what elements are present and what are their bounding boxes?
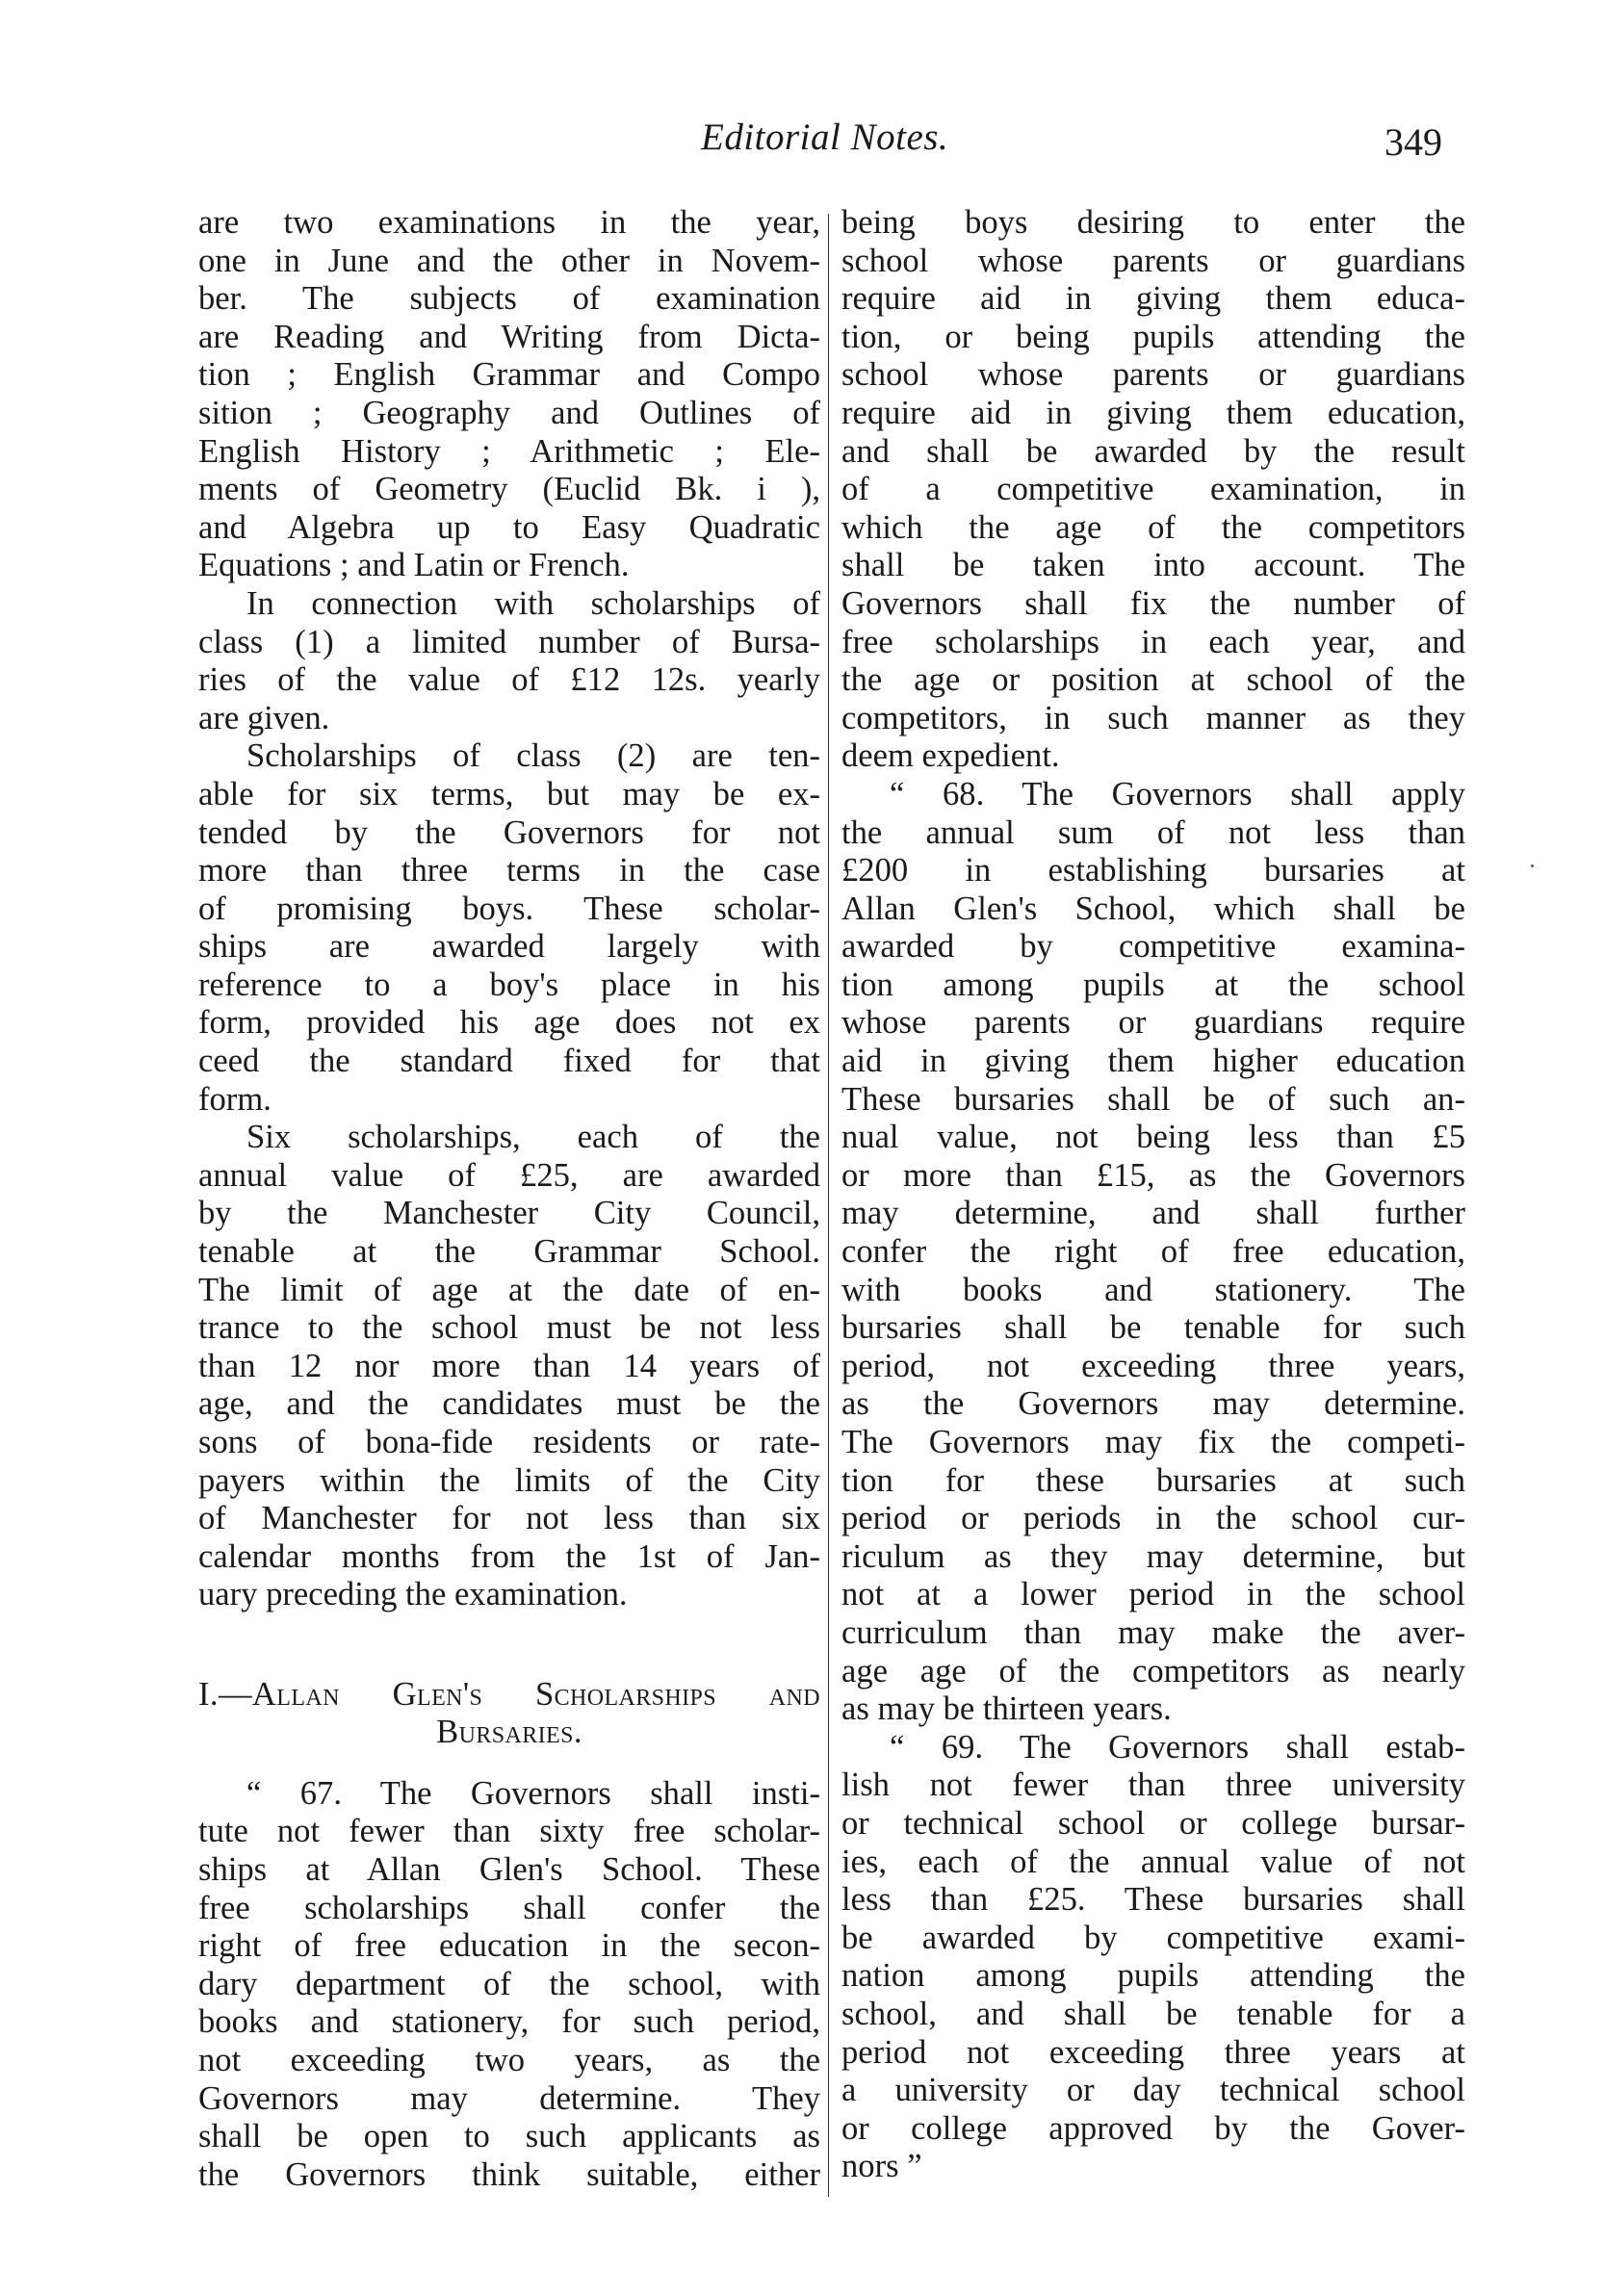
text-line: less than £25. These bursaries shall — [841, 1881, 1465, 1919]
text-line: “ 68. The Governors shall apply — [890, 775, 1465, 813]
text-line: one in June and the other in Novem- — [198, 242, 820, 279]
text-line: the annual sum of not less than — [841, 813, 1465, 851]
text-line: trance to the school must be not less — [198, 1309, 820, 1347]
text-line: free scholarships in each year, and — [841, 623, 1465, 660]
text-line: more than three terms in the case — [198, 852, 820, 890]
text-line: and shall be awarded by the result — [841, 432, 1465, 470]
text-line: form. — [198, 1080, 272, 1118]
text-line: shall be open to such applicants as — [198, 2118, 820, 2155]
text-line: tion ; English Grammar and Compo — [198, 356, 820, 394]
text-line: school, and shall be tenable for a — [841, 1995, 1465, 2032]
text-line: reference to a boy's place in his — [198, 966, 820, 1003]
text-line: sition ; Geography and Outlines of — [198, 394, 820, 431]
text-line: Scholarships of class (2) are ten- — [246, 737, 820, 775]
text-line: as may be thirteen years. — [841, 1690, 1172, 1728]
spacer — [198, 1752, 820, 1775]
text-line: annual value of £25, are awarded — [198, 1156, 820, 1194]
text-line: books and stationery, for such period, — [198, 2003, 820, 2041]
text-line: ships are awarded largely with — [198, 928, 820, 966]
text-line: of Manchester for not less than six — [198, 1500, 820, 1537]
text-line: nors ” — [841, 2148, 922, 2185]
spacer — [198, 1653, 820, 1676]
text-line: Governors shall fix the number of — [841, 584, 1465, 622]
text-line: tion, or being pupils attending the — [841, 318, 1465, 355]
text-line: ments of Geometry (Euclid Bk. i ), — [198, 471, 820, 508]
text-line: The limit of age at the date of en- — [198, 1271, 820, 1308]
stray-mark — [1531, 864, 1534, 867]
text-line: require aid in giving them education, — [841, 394, 1465, 431]
text-line: school whose parents or guardians — [841, 356, 1465, 394]
text-line: of a competitive examination, in — [841, 471, 1465, 508]
text-line: class (1) a limited number of Bursa- — [198, 623, 820, 660]
text-line: or technical school or college bursar- — [841, 1804, 1465, 1842]
spacer — [198, 1614, 820, 1653]
text-line: tenable at the Grammar School. — [198, 1233, 820, 1271]
text-line: require aid in giving them educa- — [841, 280, 1465, 318]
text-line: The Governors may fix the competi- — [841, 1424, 1465, 1460]
text-line: free scholarships shall confer the — [198, 1889, 820, 1926]
text-line: not exceeding two years, as the — [198, 2041, 820, 2078]
text-line: tion among pupils at the school — [841, 966, 1465, 1003]
text-line: dary department of the school, with — [198, 1965, 820, 2002]
text-line: tute not fewer than sixty free scholar- — [198, 1813, 820, 1850]
text-line: of promising boys. These scholar- — [198, 890, 820, 927]
text-line: lish not fewer than three university — [841, 1767, 1465, 1804]
text-line: a university or day technical school — [841, 2072, 1465, 2109]
text-line: period, not exceeding three years, — [841, 1347, 1465, 1384]
section-heading-continued: Bursaries. — [436, 1714, 582, 1751]
text-line: curriculum than may make the aver- — [841, 1613, 1465, 1651]
text-line: and Algebra up to Easy Quadratic — [198, 508, 820, 546]
text-line: tion for these bursaries at such — [841, 1461, 1465, 1499]
text-line: ries of the value of £12 12s. yearly — [198, 661, 820, 699]
text-line: nual value, not being less than £5 — [841, 1119, 1465, 1156]
text-line: age, and the candidates must be the — [198, 1385, 820, 1423]
right-column — [841, 204, 1465, 2186]
text-line: the age or position at school of the — [841, 661, 1465, 699]
text-line: These bursaries shall be of such an- — [841, 1080, 1465, 1118]
section-heading: I.—Allan Glen's Scholarships and — [198, 1675, 820, 1713]
text-line: aid in giving them higher education — [841, 1043, 1465, 1080]
text-line: shall be taken into account. The — [841, 547, 1465, 584]
text-line: ies, each of the annual value of not — [841, 1843, 1465, 1880]
text-line: ceed the standard fixed for that — [198, 1043, 820, 1080]
text-line: period or periods in the school cur- — [841, 1500, 1465, 1537]
text-line: school whose parents or guardians — [841, 242, 1465, 279]
text-line: English History ; Arithmetic ; Ele- — [198, 432, 820, 470]
text-line: calendar months from the 1st of Jan- — [198, 1537, 820, 1575]
text-line: are given. — [198, 699, 330, 736]
text-line: deem expedient. — [841, 737, 1060, 775]
column-rule — [828, 214, 829, 2197]
text-line: by the Manchester City Council, — [198, 1195, 820, 1232]
text-line: able for six terms, but may be ex- — [198, 775, 820, 813]
text-line: Equations ; and Latin or French. — [198, 547, 630, 584]
text-line: In connection with scholarships of — [246, 584, 820, 622]
text-line: “ 67. The Governors shall insti- — [246, 1774, 820, 1812]
text-line: as the Governors may determine. — [841, 1385, 1465, 1423]
text-line: “ 69. The Governors shall estab- — [890, 1728, 1465, 1766]
text-line: Allan Glen's School, which shall be — [841, 890, 1465, 927]
text-line: payers within the limits of the City — [198, 1461, 820, 1499]
text-line: are two examinations in the year, — [198, 204, 820, 241]
text-line: period not exceeding three years at — [841, 2033, 1465, 2071]
text-line: which the age of the competitors — [841, 508, 1465, 546]
text-line: whose parents or guardians require — [841, 1004, 1465, 1042]
text-line: riculum as they may determine, but — [841, 1537, 1465, 1575]
text-line: confer the right of free education, — [841, 1233, 1465, 1271]
text-line: £200 in establishing bursaries at — [841, 852, 1465, 890]
text-line: are Reading and Writing from Dicta- — [198, 318, 820, 355]
text-line: uary preceding the examination. — [198, 1576, 628, 1613]
text-line: ships at Allan Glen's School. These — [198, 1850, 820, 1888]
text-line: the Governors think suitable, either — [198, 2155, 820, 2193]
left-column — [198, 204, 820, 2194]
text-line: or college approved by the Gover- — [841, 2109, 1465, 2147]
text-line: with books and stationery. The — [841, 1271, 1465, 1308]
text-line: competitors, in such manner as they — [841, 699, 1465, 736]
text-line: not at a lower period in the school — [841, 1576, 1465, 1613]
text-line: age age of the competitors as nearly — [841, 1652, 1465, 1690]
text-line: may determine, and shall further — [841, 1195, 1465, 1232]
text-line: awarded by competitive examina- — [841, 928, 1465, 966]
page-number: 349 — [1384, 120, 1442, 164]
text-line: Six scholarships, each of the — [246, 1119, 820, 1156]
text-line: Governors may determine. They — [198, 2079, 820, 2117]
running-head: Editorial Notes. — [701, 116, 949, 158]
text-line: being boys desiring to enter the — [841, 204, 1465, 241]
text-line: nation among pupils attending the — [841, 1957, 1465, 1995]
text-line: bursaries shall be tenable for such — [841, 1309, 1465, 1347]
text-line: sons of bona-fide residents or rate- — [198, 1424, 820, 1460]
text-line: right of free education in the secon- — [198, 1927, 820, 1965]
text-line: form, provided his age does not ex — [198, 1004, 820, 1042]
text-line: be awarded by competitive exami- — [841, 1919, 1465, 1956]
text-line: tended by the Governors for not — [198, 813, 820, 851]
text-line: or more than £15, as the Governors — [841, 1156, 1465, 1194]
text-line: than 12 nor more than 14 years of — [198, 1347, 820, 1384]
text-line: ber. The subjects of examination — [198, 280, 820, 318]
